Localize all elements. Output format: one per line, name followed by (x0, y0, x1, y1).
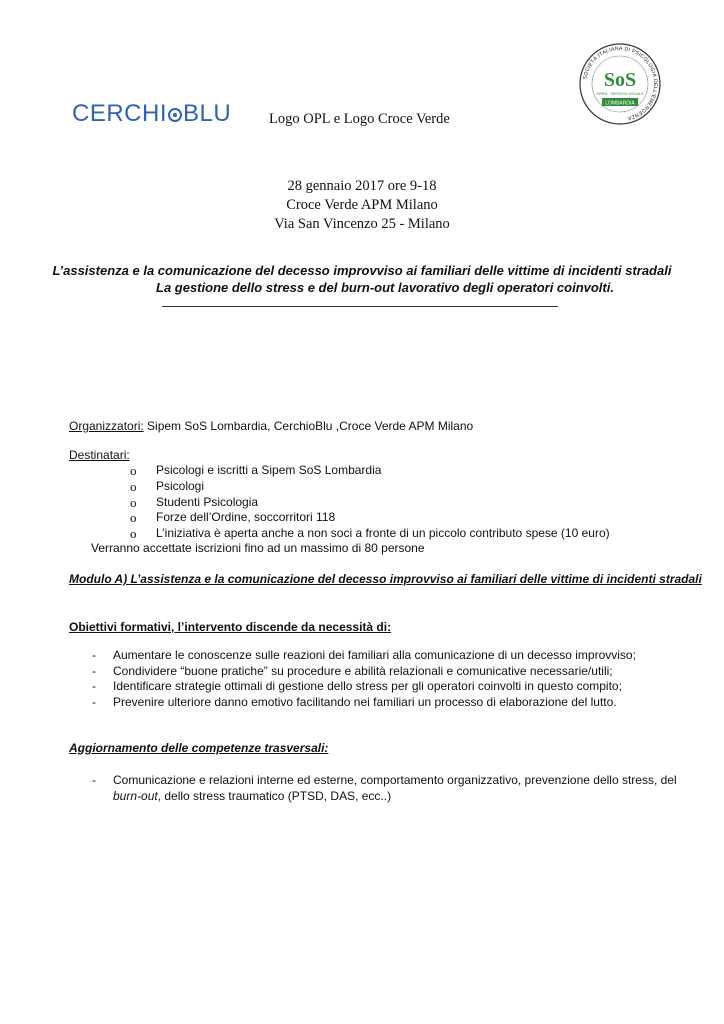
recipients-list (130, 463, 610, 541)
list-item: - Aumentare le conoscenze sulle reazioni dei familiari alla comunicazione di un decesso improvviso; (92, 648, 636, 662)
sipem-sos-seal (578, 42, 662, 126)
seal-letters: SoS (603, 69, 637, 91)
cerchioblu-logo (72, 100, 231, 128)
document-title-1: L’assistenza e la comunicazione del decesso improvviso ai familiari delle vittime di incidenti stradali (52, 263, 672, 278)
logo-text-right: BLU (183, 100, 232, 127)
objectives-list (92, 648, 636, 710)
list-item: o Psicologi (130, 479, 205, 495)
list-item: - Comunicazione e relazioni interne ed esterne, comportamento organizzativo, prevenzione dello stress, del burn-out, dello stress traumatico (PTSD, DAS, ecc..) (92, 773, 677, 803)
event-address: Via San Vincenzo 25 - Milano (274, 216, 450, 232)
bullet-icon: o (130, 526, 137, 542)
seal-sub-text: SIPEM · SERVIZIO SOCIALE (596, 92, 644, 96)
list-item: o Psicologi e iscritti a Sipem SoS Lombardia (130, 463, 382, 479)
list-item: o Studenti Psicologia (130, 494, 259, 510)
list-item: o L’iniziativa è aperta anche a non soci a fronte di un piccolo contributo spese (10 euro) (130, 526, 610, 542)
seal-ring-text: SOCIETÀ ITALIANA DI PSICOLOGIA DELL'EMERGENZA (582, 45, 659, 122)
event-date-time: 28 gennaio 2017 ore 9-18 (287, 178, 437, 194)
transversal-title: Aggiornamento delle competenze trasversali: (69, 741, 329, 755)
event-venue: Croce Verde APM Milano (286, 197, 438, 213)
transversal-line-1: Comunicazione e relazioni interne ed esterne, comportamento organizzativo, prevenzione dello stress, del (113, 773, 677, 787)
list-item: - Condividere “buone pratiche” su procedure e abilità relazionali e comunicative necessarie/utili; (92, 663, 613, 678)
logo-text-left: CERCHI (72, 100, 168, 127)
bullet-icon: o (130, 494, 137, 510)
organizers-value: Sipem SoS Lombardia, CerchioBlu ,Croce Verde APM Milano (143, 419, 474, 433)
seal-region-text: LOMBARDIA (605, 100, 635, 107)
recipients-label: Destinatari: (69, 448, 130, 462)
bullet-icon: o (130, 510, 137, 526)
document-title-2: La gestione dello stress e del burn-out lavorativo degli operatori coinvolti. (156, 280, 614, 295)
list-item: - Identificare strategie ottimali di gestione dello stress per gli operatori coinvolti in questo compito; (92, 679, 622, 693)
recipients-note: Verranno accettate iscrizioni fino ad un massimo di 80 persone (91, 541, 425, 555)
logo-ring-icon (168, 108, 182, 122)
transversal-list (92, 773, 677, 804)
bullet-icon: o (130, 463, 137, 479)
organizers-label: Organizzatori: (69, 419, 144, 433)
transversal-burnout: burn-out (113, 788, 158, 803)
list-item: o Forze dell’Ordine, soccorritori 118 (130, 510, 336, 526)
bullet-icon: o (130, 479, 137, 495)
objectives-title: Obiettivi formativi, l’intervento discende da necessità di: (69, 620, 392, 634)
organizers-line (69, 419, 473, 434)
list-item: - Prevenire ulteriore danno emotivo facilitando nei familiari un processo di elaborazione del lutto. (92, 694, 617, 709)
event-info (0, 177, 724, 234)
logo-placeholder-text: Logo OPL e Logo Croce Verde (269, 111, 450, 127)
transversal-line-2: , dello stress traumatico (PTSD, DAS, ecc..) (157, 788, 392, 803)
title-divider (162, 306, 558, 307)
module-title: Modulo A) L’assistenza e la comunicazione del decesso improvviso ai familiari delle vittime di incidenti stradali (69, 572, 702, 586)
